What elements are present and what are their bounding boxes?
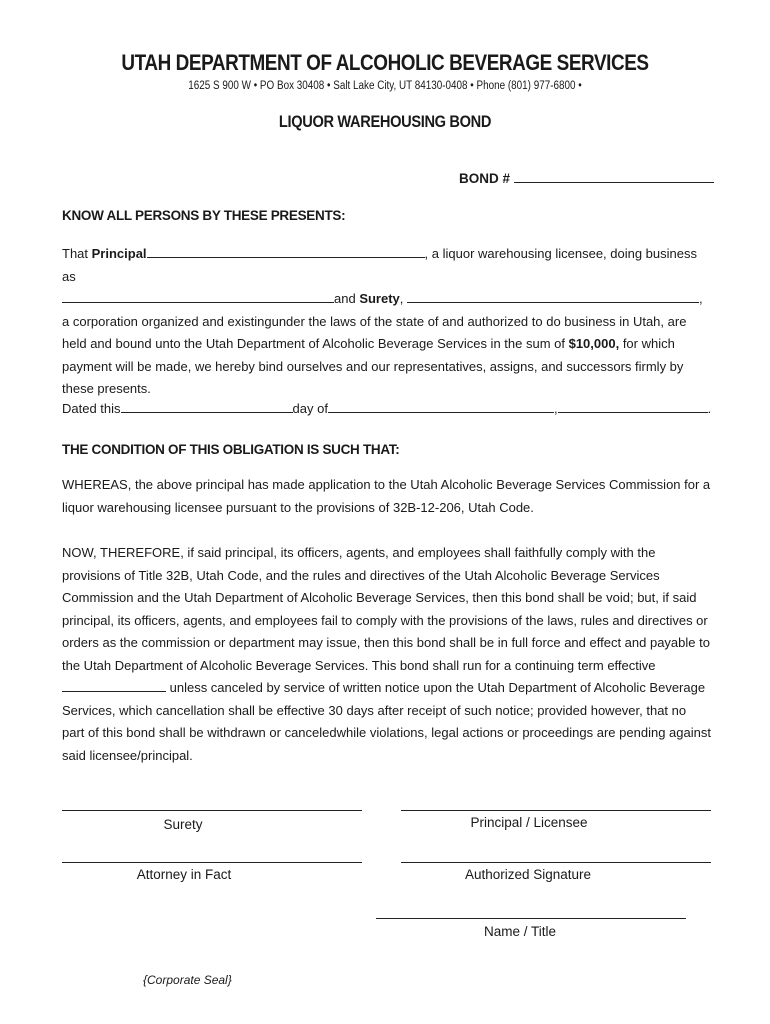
paragraph-parties <box>62 243 712 401</box>
surety-signature-label: Surety <box>163 817 203 832</box>
text: That <box>62 246 92 261</box>
text: and <box>334 291 360 306</box>
effective-date-field[interactable] <box>62 678 166 692</box>
dated-month-field[interactable] <box>328 399 554 413</box>
dated-year-field[interactable] <box>558 399 708 413</box>
whereas-paragraph: WHEREAS, the above principal has made application to the Utah Alcoholic Beverage Services Commission for a liquor warehousing licensee pursuant to the provisions of 32B-12-206, Utah Code. <box>62 477 711 515</box>
attorney-signature-label: Attorney in Fact <box>136 867 232 882</box>
text: corporation organized and existingunder the laws of the state of and authorized to do business in Utah, are held and bound unto the Utah Department of Alcoholic Beverage Services in the sum of <box>62 313 687 351</box>
principal-field[interactable] <box>147 244 425 258</box>
corporate-seal-placeholder: {Corporate Seal} <box>143 973 232 987</box>
surety-label: Surety <box>359 291 400 306</box>
agency-address: 1625 S 900 W • PO Box 30408 • Salt Lake City, UT 84130-0408 • Phone (801) 977-6800 • <box>188 80 582 92</box>
principal-label: Principal <box>91 246 147 261</box>
bond-label: BOND # <box>459 171 511 186</box>
name-title-line[interactable] <box>376 918 686 919</box>
surety-signature-line[interactable] <box>62 810 362 811</box>
now-therefore-paragraph <box>62 542 712 767</box>
text: , a liquor warehousing licensee, doing business as <box>62 246 697 284</box>
dated-day-field[interactable] <box>121 399 293 413</box>
document-title: LIQUOR WAREHOUSING BOND <box>278 112 492 131</box>
bond-number-field[interactable] <box>514 170 714 183</box>
authorized-signature-label: Authorized Signature <box>464 867 592 882</box>
dba-field[interactable] <box>62 289 334 303</box>
text: Dated this <box>62 401 121 416</box>
text: for which payment will be made, we hereby bind ourselves and our representatives, assigns, and successors firmly by these presents. <box>62 336 684 396</box>
text: . <box>707 401 712 416</box>
bond-number <box>459 170 714 186</box>
agency-title: UTAH DEPARTMENT OF ALCOHOLIC BEVERAGE SERVICES <box>121 50 649 75</box>
text: , <box>399 291 408 306</box>
bond-amount: $10,000, <box>568 336 620 351</box>
text: NOW, THEREFORE, if said principal, its officers, agents, and employees shall faithfully comply with the provisions of Title 32B, Utah Code, and the rules and directives of the Utah Alcoholic Beverage Services Commission and the Utah Department of Alcoholic Beverage Services, then this bond shall be void; but, if said principal, its officers, agents, and employees fail to comply with the provisions of the laws, rules and directives or orders as the commission or department may issue, then this bond shall be in full force and effect and payable to the Utah Department of Alcoholic Beverage Services. This bond shall run for a continuing term effective <box>62 545 710 673</box>
condition-heading: THE CONDITION OF THIS OBLIGATION IS SUCH THAT: <box>62 442 400 457</box>
text: , <box>553 401 558 416</box>
principal-signature-label: Principal / Licensee <box>470 815 588 830</box>
text: , a <box>62 291 703 329</box>
authorized-signature-line[interactable] <box>401 862 711 863</box>
text: day of <box>292 401 328 416</box>
name-title-label: Name / Title <box>483 924 557 939</box>
attorney-signature-line[interactable] <box>62 862 362 863</box>
surety-field[interactable] <box>407 289 699 303</box>
dated-line <box>62 398 712 421</box>
intro-heading: KNOW ALL PERSONS BY THESE PRESENTS: <box>62 208 346 223</box>
text: unless canceled by service of written notice upon the Utah Department of Alcoholic Beverage Services, which cancellation shall be effective 30 days after receipt of such notice; provided however, that no part of this bond shall be withdrawn or canceledwhile violations, legal actions or proceedings are pending against said licensee/principal. <box>62 680 711 763</box>
principal-signature-line[interactable] <box>401 810 711 811</box>
